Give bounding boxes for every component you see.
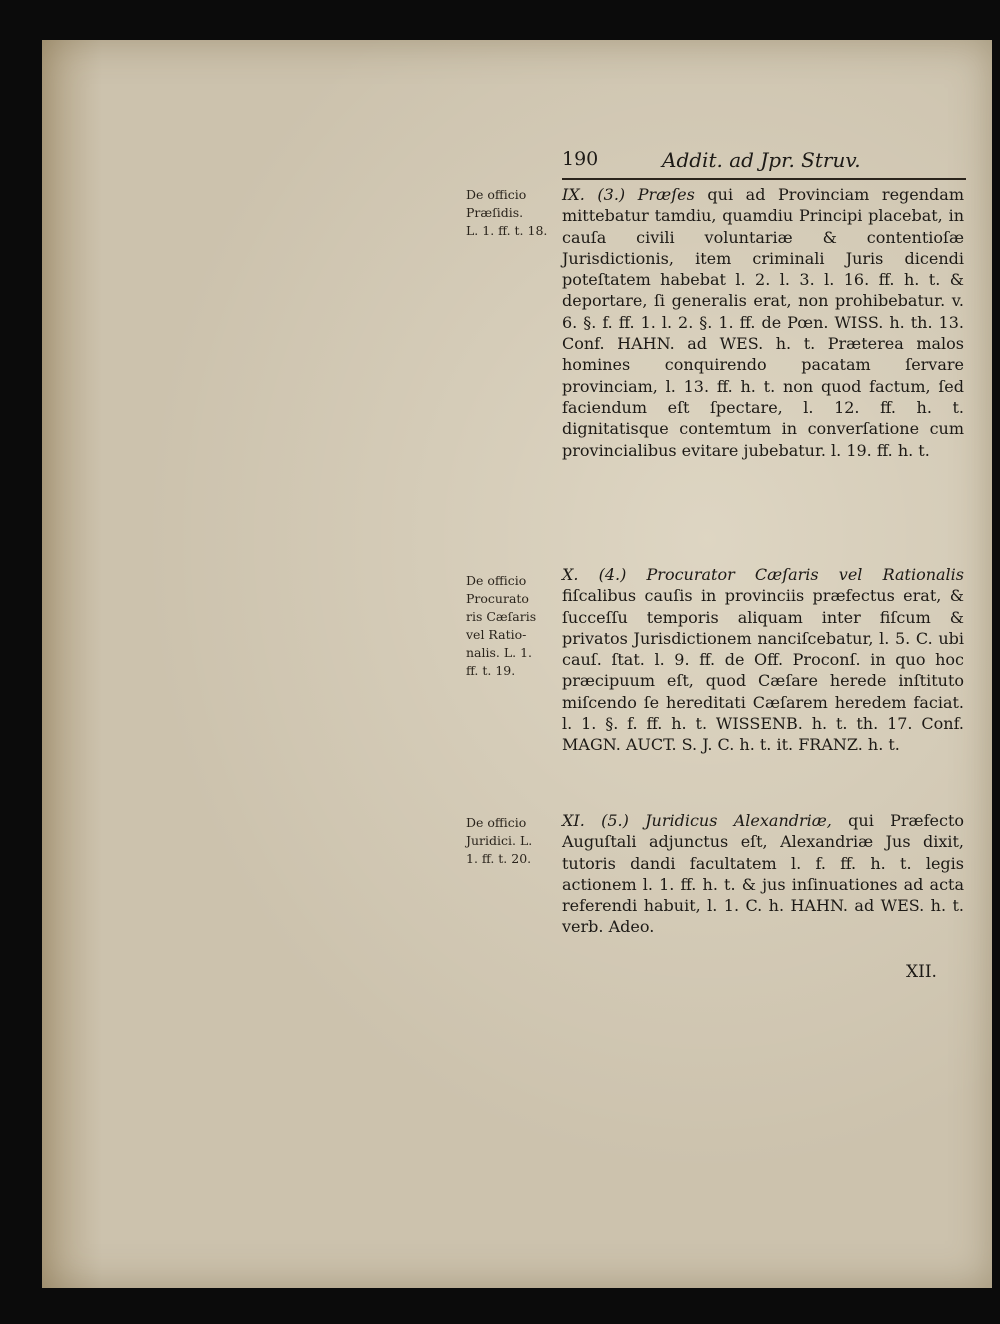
paragraph-xi (562, 810, 964, 938)
header-rule (562, 178, 966, 180)
paragraph-text: fiſcalibus cauſis in provinciis præfectus erat, & ſucceſſu temporis aliquam inter fiſcum & privatos Jurisdictionem nanciſcebatur, l. 5. C. ubi cauſ. ſtat. l. 9. ff. de Off. Proconſ. in quo hoc præcipuum eſt, quod Cæſare herede inſtituto miſcendo ſe hereditati Cæſarem heredem faciat. l. 1. §. f. ff. h. t. WISSENB. h. t. th. 17. Conf. MAGN. AUCT. S. J. C. h. t. it. FRANZ. h. t. (562, 586, 964, 755)
paragraph-x (562, 564, 964, 756)
margin-note-procuratoris: De officio Procurato ris Cæſaris vel Ratio- nalis. L. 1. ff. t. 19. (466, 573, 537, 678)
paragraph-ix (562, 184, 964, 461)
paragraph-text: qui Præfecto Auguſtali adjunctus eſt, Alexandriæ Jus dixit, tutoris dandi facultatem l. f. ff. h. t. legis actionem l. 1. ff. h. t. & jus inſinuationes ad acta referendi habuit, l. 1. C. h. HAHN. ad WES. h. t. verb. Adeo. (562, 811, 965, 937)
margin-note-juridici: De officio Juridici. L. 1. ff. t. 20. (466, 815, 533, 866)
margin-note-praesidis: De officio Præſidis. L. 1. ff. t. 18. (466, 187, 548, 238)
page-number: 190 (562, 148, 599, 170)
paragraph-label: X. (4.) Procurator Cæſaris vel Rationalis (562, 565, 964, 584)
catchword: XII. (906, 962, 937, 982)
paragraph-label: XI. (5.) Juridicus Alexandriæ, (562, 811, 832, 830)
running-header (562, 148, 966, 178)
paragraph-text: qui ad Provinciam regendam mittebatur tamdiu, quamdiu Principi placebat, in cauſa civili voluntariæ & contentioſæ Jurisdictionis, item criminali Juris dicendi poteſtatem habebat l. 2. l. 3. l. 16. ff. h. t. & deportare, ſi generalis erat, non prohibebatur. v. 6. §. f. ff. 1. l. 2. §. 1. ff. de Pœn. WISS. h. th. 13. Conf. HAHN. ad WES. h. t. Præterea malos homines conquirendo pacatam ſervare provinciam, l. 13. ff. h. t. non quod factum, ſed faciendum eſt ſpectare, l. 12. ff. h. t. dignitatisque contemtum in converſatione cum provincialibus evitare jubebatur. l. 19. ff. h. t. (562, 185, 964, 460)
paragraph-label: IX. (3.) Præſes (562, 185, 695, 204)
running-title: Addit. ad Jpr. Struv. (662, 148, 861, 172)
